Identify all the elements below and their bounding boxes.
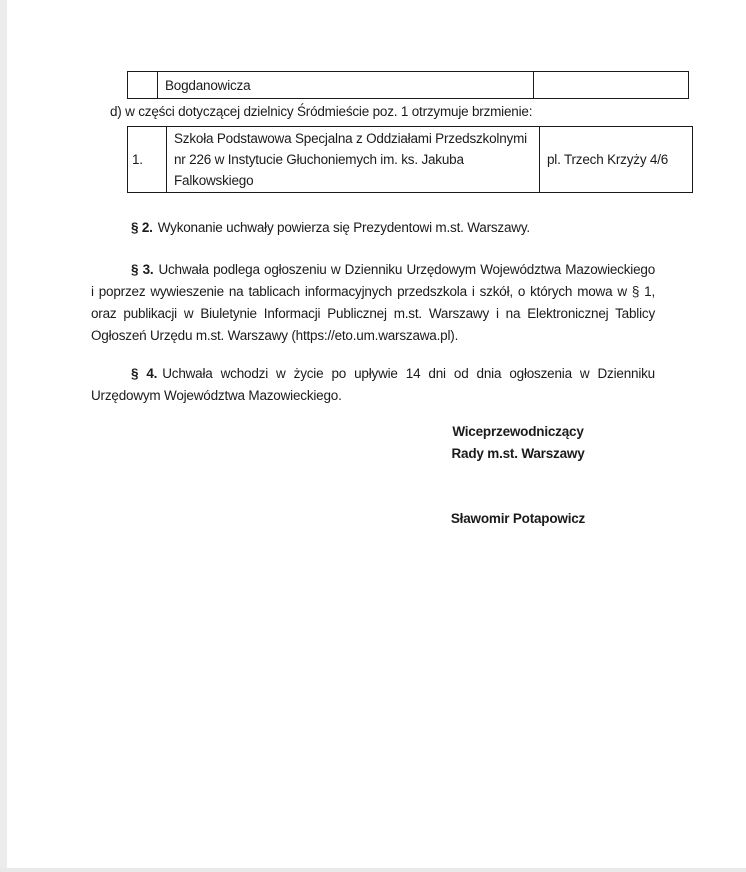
section-4-label: § 4. <box>131 366 158 381</box>
section-2-label: § 2. <box>131 220 153 235</box>
continuation-table <box>127 71 689 99</box>
school-name-cell: Bogdanowicza <box>158 72 534 99</box>
signature-title-line-1: Wiceprzewodniczący <box>452 424 584 439</box>
table-row <box>128 72 689 99</box>
paragraph-section-2 <box>91 217 655 239</box>
school-name-cell: Szkoła Podstawowa Specjalna z Oddziałami Przedszkolnymi nr 226 w Instytucie Głuchoniemych im. ks. Jakuba Falkowskiego <box>167 127 540 193</box>
section-3-label: § 3. <box>131 262 154 277</box>
row-index-cell <box>128 72 158 99</box>
school-address-cell: pl. Trzech Krzyży 4/6 <box>540 127 693 193</box>
section-2-text: Wykonanie uchwały powierza się Prezydentowi m.st. Warszawy. <box>157 220 530 235</box>
table-row <box>128 127 693 193</box>
school-address-cell <box>534 72 689 99</box>
paragraph-section-3 <box>91 259 655 347</box>
section-4-text: Uchwała wchodzi w życie po upływie 14 dni od dnia ogłoszenia w Dzienniku Urzędowym Województwa Mazowieckiego. <box>91 366 655 403</box>
section-3-text: Uchwała podlega ogłoszeniu w Dzienniku Urzędowym Województwa Mazowieckiego i poprzez wywieszenie na tablicach informacyjnych przedszkola i szkół, o których mowa w § 1, oraz publikacji w Biuletynie Informacji Publicznej m.st. Warszawy i na Elektronicznej Tablicy Ogłoszeń Urzędu m.st. Warszawy (https://eto.um.warszawa.pl). <box>91 262 655 343</box>
signature-block <box>448 421 588 530</box>
document-content <box>91 71 669 407</box>
paragraph-section-4 <box>91 363 655 407</box>
signatory-name: Sławomir Potapowicz <box>450 511 586 526</box>
row-index-cell: 1. <box>128 127 167 193</box>
amendment-intro-line: d) w części dotyczącej dzielnicy Śródmieście poz. 1 otrzymuje brzmienie: <box>110 104 533 119</box>
signature-title-line-2: Rady m.st. Warszawy <box>451 446 585 461</box>
schools-table <box>127 126 693 193</box>
page-left-edge-shadow <box>0 0 7 872</box>
page-bottom-edge-shadow <box>0 868 746 872</box>
